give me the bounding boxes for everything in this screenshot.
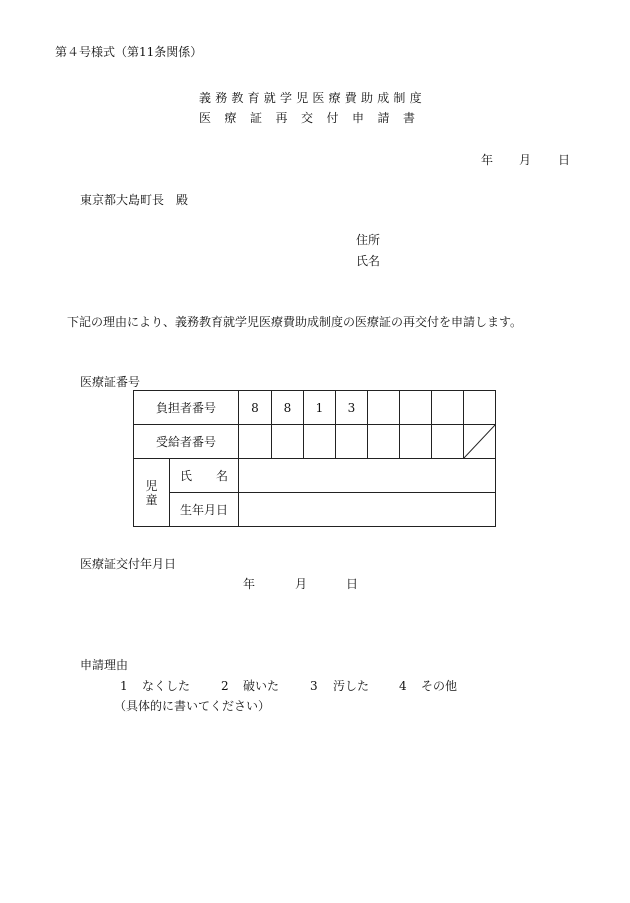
recipient-digit[interactable] — [400, 425, 432, 459]
child-birth-field[interactable] — [239, 493, 496, 527]
date-month-label: 月 — [519, 153, 532, 167]
child-label — [134, 459, 170, 527]
address-label: 住所 — [356, 233, 381, 247]
recipient-number-row — [134, 425, 496, 459]
burden-digit[interactable]: 8 — [272, 391, 304, 425]
child-name-field[interactable] — [239, 459, 496, 493]
reason-option-number: 2 — [221, 679, 229, 693]
burden-digit[interactable] — [368, 391, 400, 425]
burden-digit[interactable] — [432, 391, 464, 425]
issue-date-label: 医療証交付年月日 — [80, 557, 177, 571]
form-subtitle: 医療証再交付申請書 — [199, 111, 429, 125]
name-label: 氏名 — [356, 254, 381, 268]
burden-number-label: 負担者番号 — [134, 391, 239, 425]
date-day-label: 日 — [558, 153, 571, 167]
recipient-digit[interactable] — [272, 425, 304, 459]
burden-digit[interactable] — [400, 391, 432, 425]
recipient-digit[interactable] — [239, 425, 272, 459]
recipient-digit[interactable] — [432, 425, 464, 459]
reason-option-other[interactable]: その他 — [421, 679, 458, 693]
child-name-label: 氏 名 — [170, 459, 239, 493]
recipient-digit[interactable] — [336, 425, 368, 459]
burden-digit[interactable]: 8 — [239, 391, 272, 425]
recipient-number-label: 受給者番号 — [134, 425, 239, 459]
child-birth-label: 生年月日 — [170, 493, 239, 527]
child-name-row — [134, 459, 496, 493]
crossed-out-cell — [464, 425, 496, 459]
burden-number-row — [134, 391, 496, 425]
reason-option-lost[interactable]: なくした — [142, 679, 191, 693]
form-title: 義務教育就学児医療費助成制度 — [199, 91, 426, 105]
reason-option-number: 1 — [120, 679, 128, 693]
form-number-label: 第４号様式（第11条関係） — [55, 45, 203, 59]
child-birth-row — [134, 493, 496, 527]
application-statement: 下記の理由により、義務教育就学児医療費助成制度の医療証の再交付を申請します。 — [67, 315, 523, 329]
date-year-label: 年 — [481, 153, 494, 167]
reason-option-soiled[interactable]: 汚した — [333, 679, 370, 693]
reason-detail-note: （具体的に書いてください） — [114, 699, 271, 713]
reason-label: 申請理由 — [80, 658, 129, 672]
recipient-digit[interactable] — [368, 425, 400, 459]
child-label-char: 童 — [145, 492, 158, 507]
certificate-table — [133, 390, 496, 527]
recipient-digit[interactable] — [304, 425, 336, 459]
reason-option-number: 3 — [310, 679, 318, 693]
reason-option-number: 4 — [399, 679, 407, 693]
burden-digit[interactable] — [464, 391, 496, 425]
burden-digit[interactable]: 1 — [304, 391, 336, 425]
reason-option-torn[interactable]: 破いた — [243, 679, 280, 693]
issue-year-label: 年 — [243, 577, 256, 591]
child-label-char: 児 — [145, 478, 158, 493]
burden-digit[interactable]: 3 — [336, 391, 368, 425]
issue-day-label: 日 — [346, 577, 359, 591]
diagonal-slash — [464, 425, 495, 458]
addressee: 東京都大島町長 殿 — [80, 193, 189, 207]
issue-month-label: 月 — [295, 577, 308, 591]
certificate-number-label: 医療証番号 — [80, 375, 141, 389]
